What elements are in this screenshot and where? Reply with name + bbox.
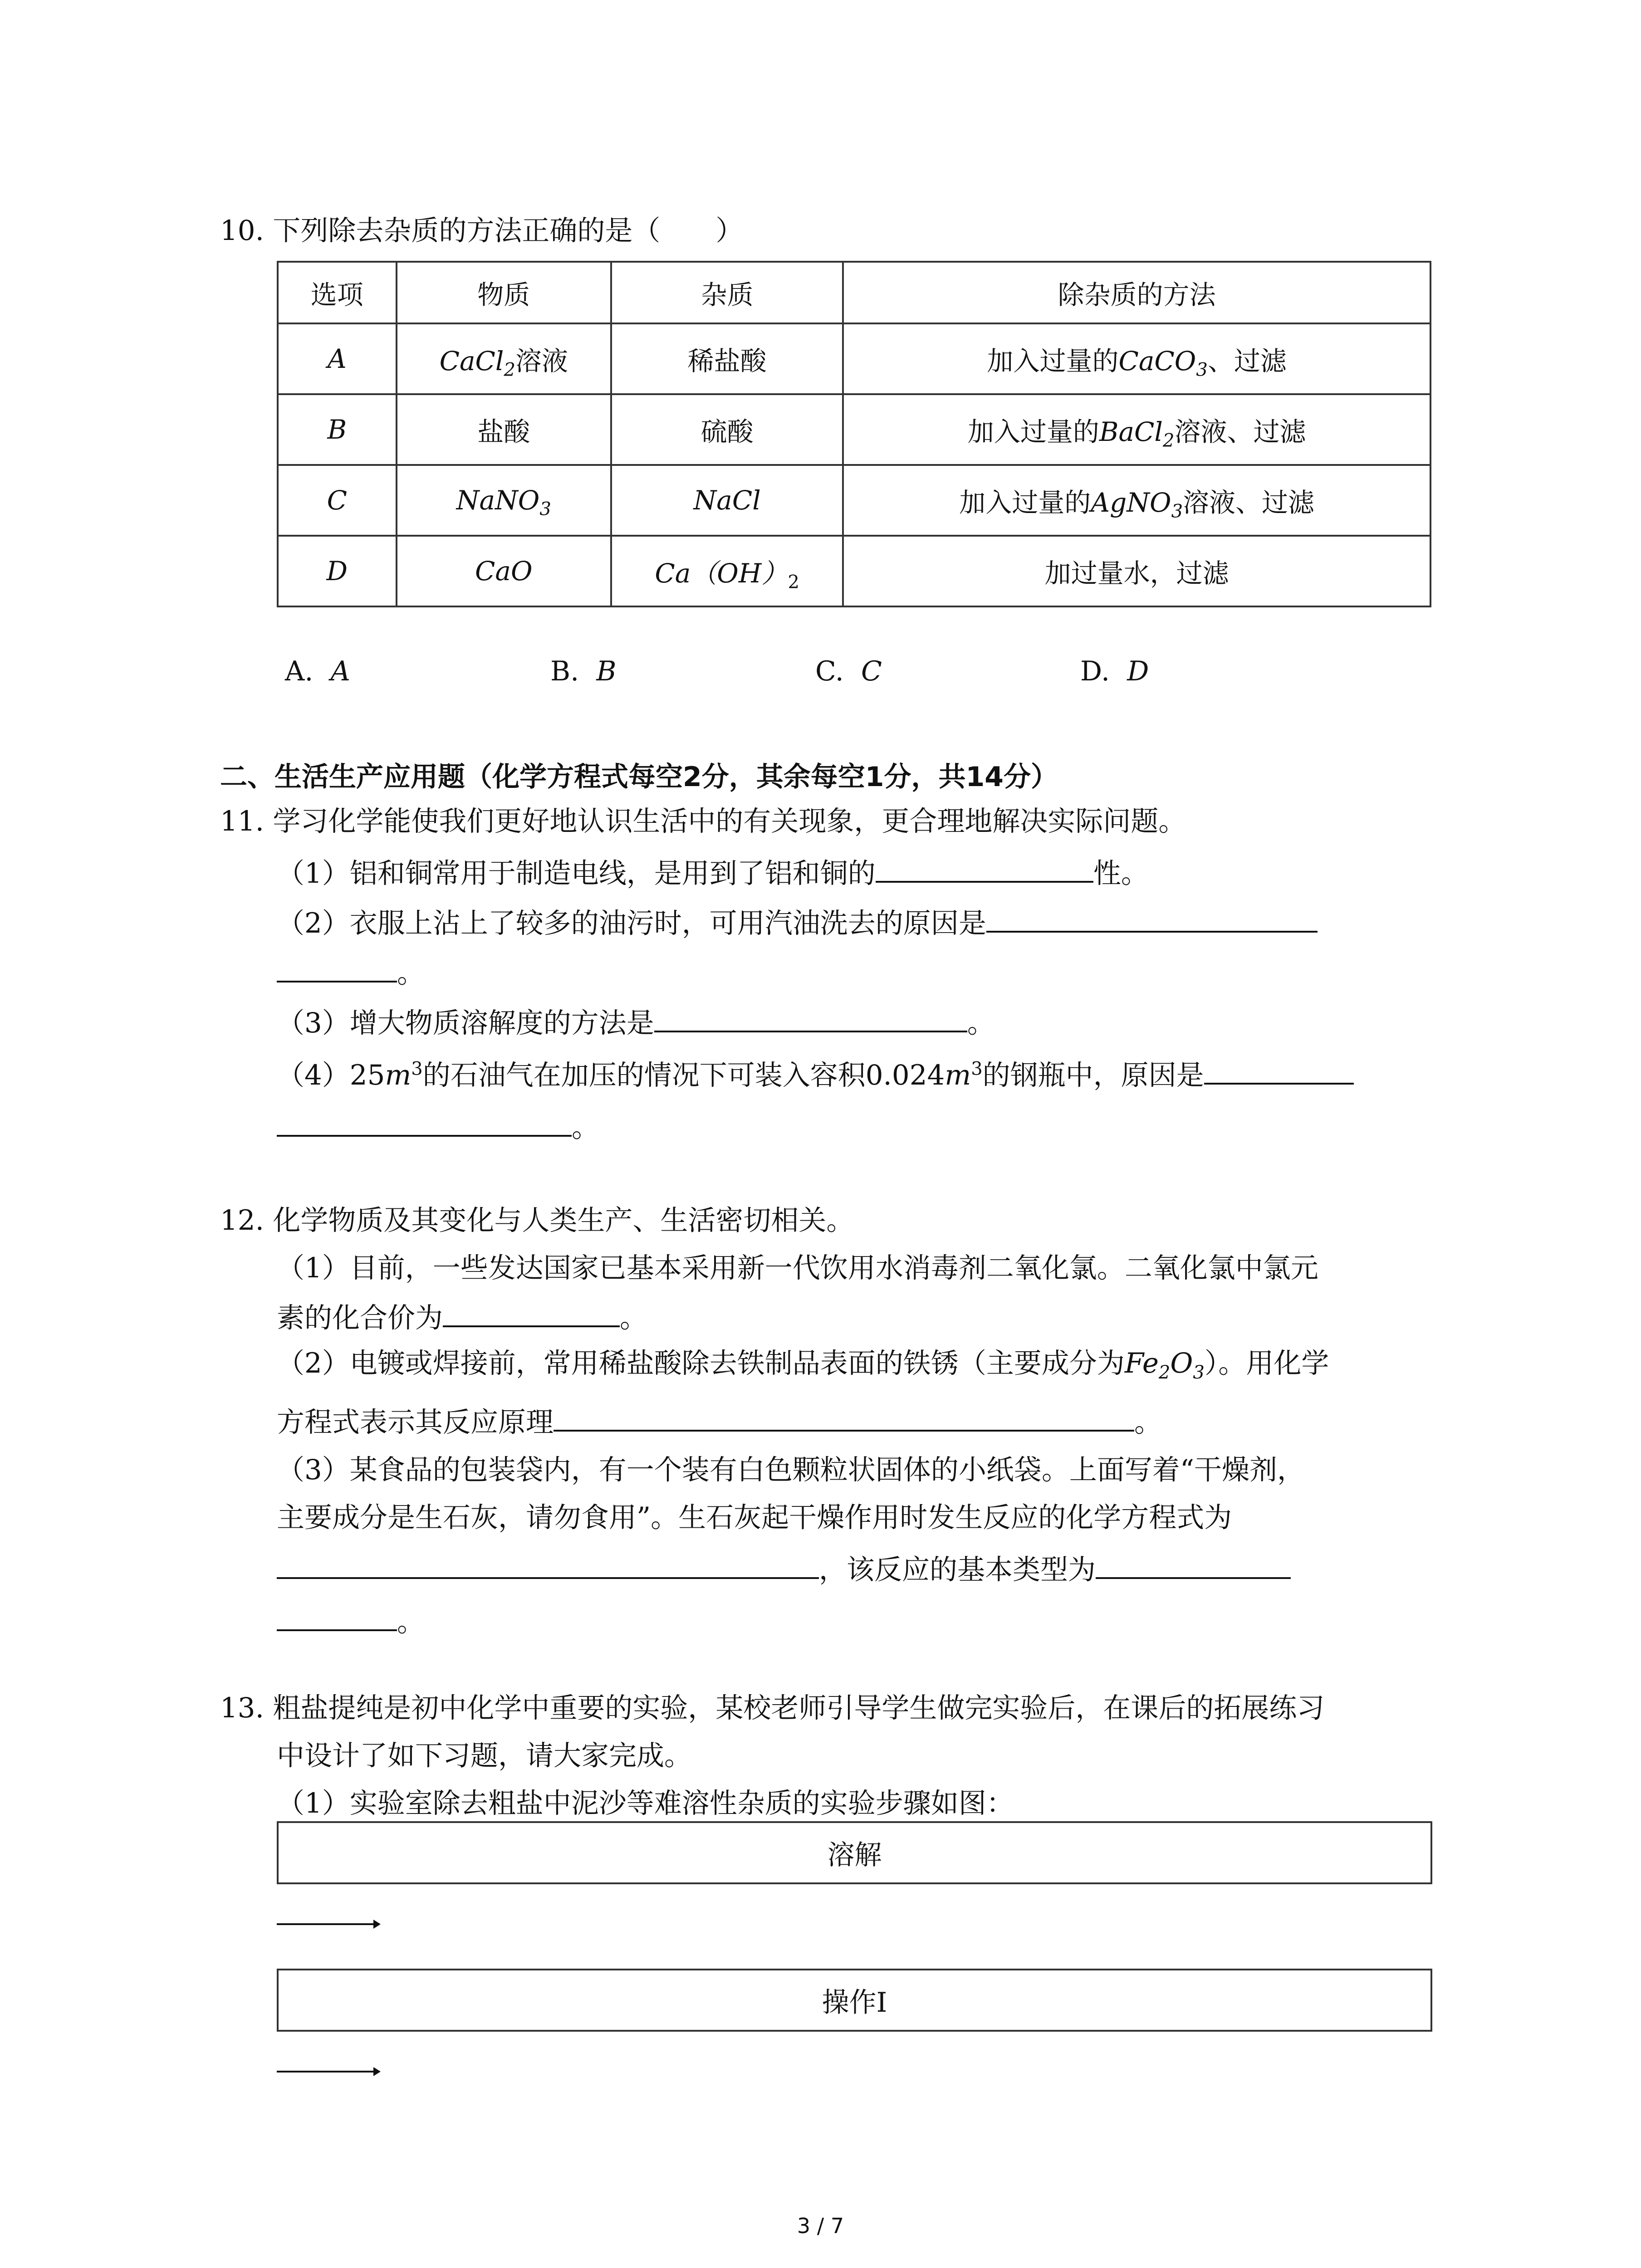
section-heading: 二、生活生产应用题（化学方程式每空2分，其余每空1分，共14分） [220,761,1058,793]
answer-blank[interactable] [554,1406,1134,1432]
q12-part1-line2: 素的化合价为 。 [277,1302,648,1334]
q12-part2-line2: 方程式表示其反应原理 。 [277,1406,1162,1438]
q12-part3-line3: ，该反应的基本类型为 [277,1554,1291,1584]
q12-stem: 12. 化学物质及其变化与人类生产、生活密切相关。 [220,1204,854,1237]
q12-part2-line1: （2）电镀或焊接前，常用稀盐酸除去铁制品表面的铁锈（主要成分为$Fe_2O_3$）。用化学 [277,1347,1329,1383]
method-cell: 加入过量的BaCl$_2$溶液、过滤 [843,394,1430,465]
options-table [277,261,1431,607]
q11-part3: （3）增大物质溶解度的方法是 。 [277,1007,995,1039]
answer-blank[interactable] [1096,1554,1291,1579]
choice-b[interactable]: B. B [550,655,617,687]
header-cell: 选项 [278,262,397,323]
option-cell: C [278,465,397,536]
step-box-dissolve: 溶解 [277,1821,1432,1884]
table-row [278,465,1430,536]
arrow-icon [277,2071,379,2072]
q13-stem-line2: 中设计了如下习题，请大家完成。 [277,1740,692,1772]
q11-part4-cont: 。 [277,1111,599,1141]
q12-part3-line1: （3）某食品的包装袋内，有一个装有白色颗粒状固体的小纸袋。上面写着“干燥剂， [277,1454,1305,1486]
answer-blank[interactable] [443,1302,620,1327]
answer-blank[interactable] [986,907,1318,933]
impurity-cell: 硫酸 [611,394,843,465]
answer-blank[interactable] [277,1111,572,1137]
page-number: 3 / 7 [797,2214,844,2238]
answer-blank[interactable] [277,957,397,982]
q11-part1: （1）铝和铜常用于制造电线，是用到了铝和铜的 性。 [277,857,1149,890]
answer-blank[interactable] [277,1554,819,1579]
answer-blank[interactable] [1204,1059,1354,1085]
substance-cell: CaCl$_2$溶液 [397,323,611,394]
answer-blank[interactable] [654,1007,967,1032]
choice-d[interactable]: D. D [1080,655,1149,687]
q12-part3-cont: 。 [277,1606,425,1636]
header-cell: 除杂质的方法 [843,262,1430,323]
q13-stem-line1: 13. 粗盐提纯是初中化学中重要的实验，某校老师引导学生做完实验后，在课后的拓展练习 [220,1692,1325,1724]
q11-stem: 11. 学习化学能使我们更好地认识生活中的有关现象，更合理地解决实际问题。 [220,805,1186,837]
step-box-operation: 操作Ⅰ [277,1969,1432,2032]
substance-cell: NaNO$_3$ [397,465,611,536]
choice-a[interactable]: A. A [285,655,350,687]
q11-part4: $(4)25m^3$的石油气在加压的情况下可装入容积$0.024m^3$的钢瓶中，原因是 [277,1059,1354,1089]
q11-part2-cont: 。 [277,957,425,987]
table-header-row [278,262,1430,323]
header-cell: 物质 [397,262,611,323]
method-cell: 加过量水，过滤 [843,536,1430,606]
q11-part2: （2）衣服上沾上了较多的油污时，可用汽油洗去的原因是 [277,907,1318,937]
choice-c[interactable]: C. C [815,655,882,687]
answer-blank[interactable] [876,857,1093,883]
method-cell: 加入过量的AgNO$_3$溶液、过滤 [843,465,1430,536]
method-cell: 加入过量的CaCO$_3$、过滤 [843,323,1430,394]
table-row [278,394,1430,465]
table-row [278,536,1430,606]
answer-blank[interactable] [277,1606,397,1631]
q13-part1: （1）实验室除去粗盐中泥沙等难溶性杂质的实验步骤如图： [277,1787,1014,1819]
option-cell: B [278,394,397,465]
substance-cell: CaO [397,536,611,606]
table-row [278,323,1430,394]
substance-cell: 盐酸 [397,394,611,465]
option-cell: A [278,323,397,394]
impurity-cell: NaCl [611,465,843,536]
arrow-icon [277,1923,379,1925]
option-cell: D [278,536,397,606]
impurity-cell: $Ca(OH)_2$ [611,536,843,606]
q10-stem: 10. 下列除去杂质的方法正确的是（ ） [220,215,744,247]
impurity-cell: 稀盐酸 [611,323,843,394]
q12-part3-line2: 主要成分是生石灰，请勿食用”。生石灰起干燥作用时发生反应的化学方程式为 [277,1501,1232,1534]
q12-part1-line1: （1）目前，一些发达国家已基本采用新一代饮用水消毒剂二氧化氯。二氧化氯中氯元 [277,1252,1318,1284]
header-cell: 杂质 [611,262,843,323]
